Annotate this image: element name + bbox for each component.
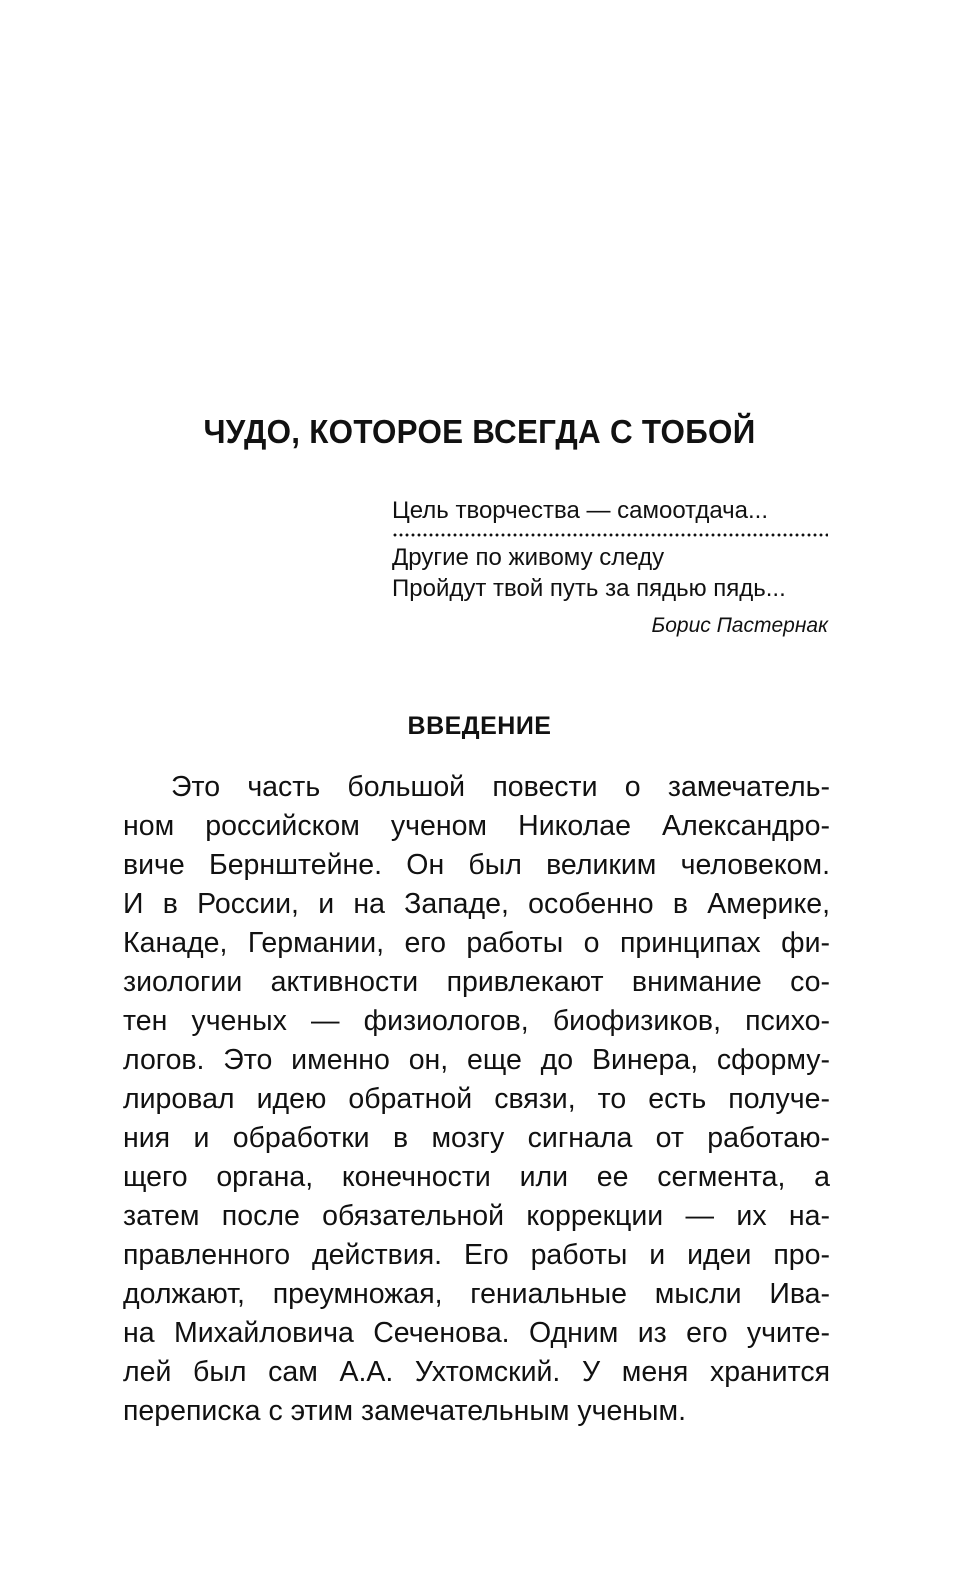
- epigraph-line-1: Цель творчества — самоотдача...: [392, 497, 769, 524]
- body-line: виче Бернштейне. Он был великим человеком.: [123, 849, 830, 881]
- body-line: ном российском ученом Николае Александро-: [123, 810, 830, 842]
- body-line: щего органа, конечности или ее сегмента, а: [123, 1161, 830, 1193]
- body-line: правленного действия. Его работы и идеи про-: [123, 1239, 830, 1271]
- body-line: Это часть большой повести о замечатель-: [171, 771, 830, 803]
- chapter-title: ЧУДО, КОТОРОЕ ВСЕГДА С ТОБОЙ: [203, 413, 756, 450]
- body-line: тен ученых — физиологов, биофизиков, психо-: [123, 1005, 830, 1037]
- epigraph: [392, 495, 828, 641]
- epigraph-line-3: Пройдут твой путь за пядью пядь...: [392, 575, 786, 602]
- epigraph-dotted-separator: [392, 531, 828, 539]
- body-line: зиологии активности привлекают внимание со-: [123, 966, 830, 998]
- epigraph-line-2: Другие по живому следу: [392, 544, 665, 571]
- body-line: лей был сам А.А. Ухтомский. У меня хранится: [123, 1356, 830, 1388]
- body-line: переписка с этим замечательным ученым.: [123, 1395, 687, 1427]
- body-line: ния и обработки в мозгу сигнала от работаю-: [123, 1122, 830, 1154]
- body-line: на Михайловича Сеченова. Одним из его учите-: [123, 1317, 830, 1349]
- body-line: логов. Это именно он, еще до Винера, сформу-: [123, 1044, 830, 1076]
- section-heading: ВВЕДЕНИЕ: [407, 712, 552, 740]
- body-line: Канаде, Германии, его работы о принципах фи-: [123, 927, 830, 959]
- body-paragraph: [123, 768, 830, 1431]
- body-line: И в России, и на Западе, особенно в Америке,: [123, 888, 830, 920]
- body-line: должают, преумножая, гениальные мысли Ива-: [123, 1278, 830, 1310]
- body-line: затем после обязательной коррекции — их на-: [123, 1200, 830, 1232]
- body-line: лировал идею обратной связи, то есть получе-: [123, 1083, 830, 1115]
- epigraph-author: Борис Пастернак: [651, 614, 828, 637]
